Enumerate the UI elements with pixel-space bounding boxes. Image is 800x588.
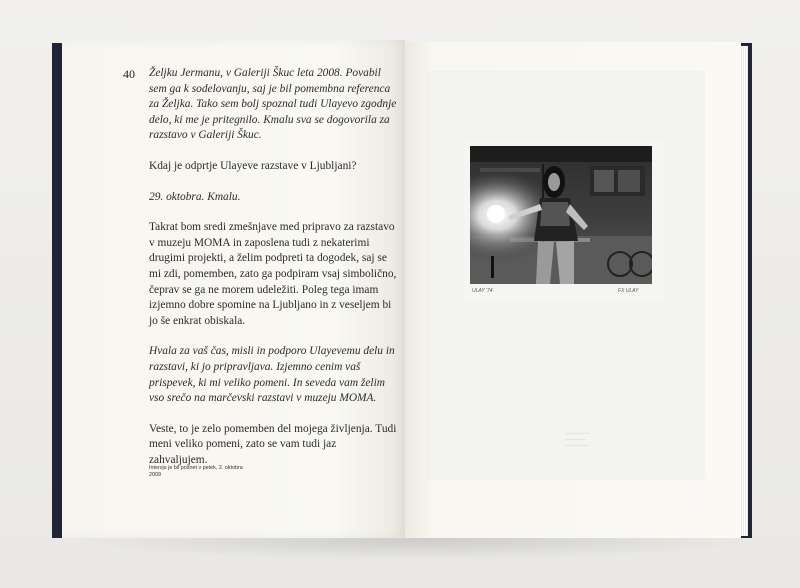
paragraph-answer-date: 29. oktobra. Kmalu. xyxy=(149,190,241,203)
ghost-text: ▬▬▬▬▬▬ ▬▬▬▬▬ ▬▬▬▬▬▬ xyxy=(565,430,589,447)
page-number: 40 xyxy=(123,67,135,81)
paragraph-thanks: Hvala za vaš čas, misli in podporo Ulayevemu delu in razstavi, ki jo pripravljava. Izjemno cenim vaš prispevek, ki mi veliko pomeni. In seveda vam želim vso srečo na marčevski razstavi v muzeju MOMA. xyxy=(149,345,395,405)
photograph xyxy=(470,146,652,284)
paragraph-intro: Željku Jermanu, v Galeriji Škuc leta 2008. Povabil sem ga k sodelovanju, saj je bil pomembna referenca za Željka. Tako sem bolj spoznal tudi Ulayevo zgodnje delo, ki me je pritegnilo. Kmalu sva se dogovorila za razstavo v Galeriji Škuc. xyxy=(149,67,397,142)
interview-text xyxy=(149,66,397,483)
paragraph-question-opening: Kdaj je odprtje Ulayeve razstave v Ljubljani? xyxy=(149,159,357,172)
photo-caption-right: FX ULAY xyxy=(618,288,639,294)
photo-caption-left: ULAY '74 xyxy=(472,288,493,294)
paragraph-moma: Takrat bom sredi zmešnjave med pripravo za razstavo v muzeju MOMA in zaposlena tudi z nekaterimi drugimi projekti, a želim podpreti ta dogodek, saj se mi zdi, pomemben, zato ga podpiram vsaj simbolično, čeprav se ga ne morem udeležiti. Poleg tega imam izjemno dobre spomine na Ljubljano in z veseljem bi jo še enkrat obiskala. xyxy=(149,221,397,327)
footnote: Intervju je bil posnet v petek, 2. oktobra 2009 xyxy=(149,465,243,478)
paragraph-closing: Veste, to je zelo pomemben del mojega življenja. Tudi meni veliko pomeni, zato se vam tudi jaz zahvaljujem. xyxy=(149,422,397,466)
